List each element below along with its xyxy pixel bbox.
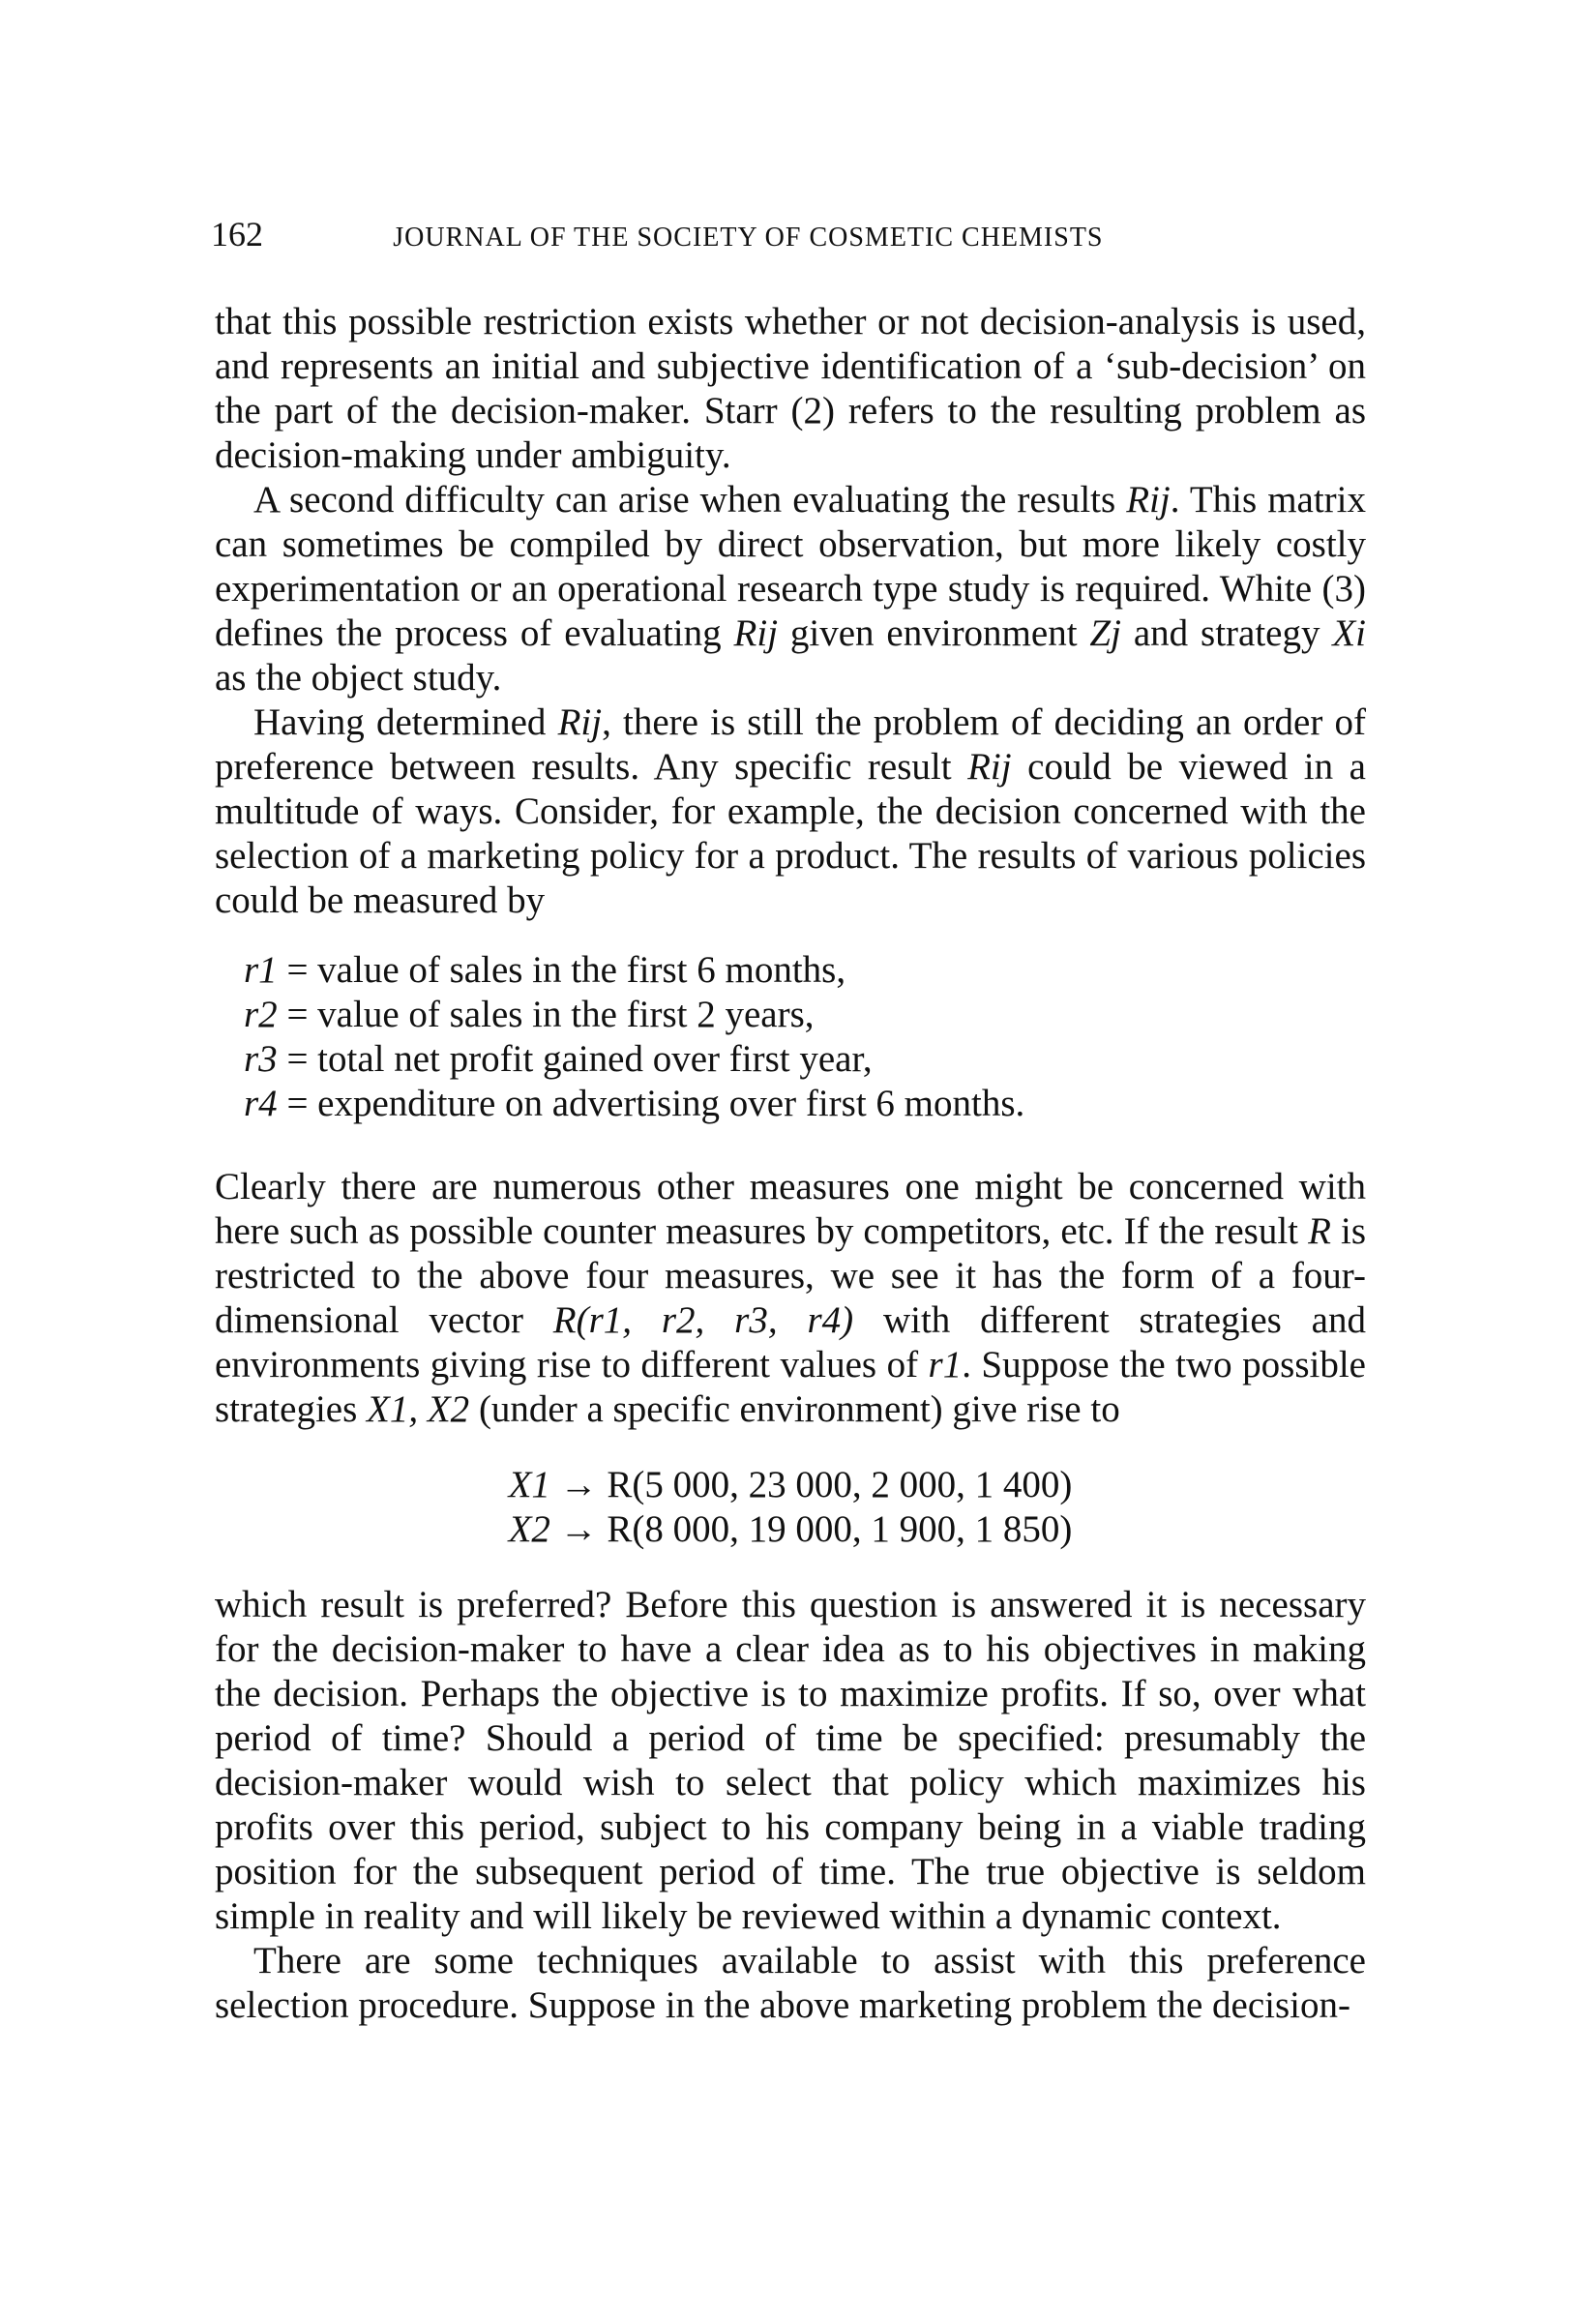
result-x2: X2 → R(8 000, 19 000, 1 900, 1 850) (508, 1508, 1073, 1550)
definition-r3: r3 = total net profit gained over first year, (244, 1038, 873, 1080)
running-header (211, 215, 1372, 257)
definition-r2: r2 = value of sales in the first 2 years, (244, 994, 815, 1035)
paragraph-1: that this possible restriction exists whether or not decision-analysis is used, and represents an initial and subjective identification of a ‘sub-decision’ on the part of the decision-maker. Starr (2) refers to the resulting problem as decision-making under ambiguity. (215, 301, 1366, 476)
paragraph-5: which result is preferred? Before this question is answered it is necessary for the decision-maker to have a clear idea as to his objectives in making the decision. Perhaps the objective is to maximize profits. If so, over what period of time? Should a period of time be specified: presumably the decision-maker would wish to select that policy which maximizes his profits over this period, subject to his company being in a viable trading position for the subsequent period of time. The true objective is seldom simple in reality and will likely be reviewed within a dynamic context. (215, 1584, 1366, 1937)
strategy-results (215, 1463, 1366, 1552)
math-vector: R(r1, r2, r3, r4) (552, 1299, 854, 1341)
page-number: 162 (211, 215, 263, 253)
math-z-j: Zj (1089, 612, 1121, 654)
journal-title: JOURNAL OF THE SOCIETY OF COSMETIC CHEMISTS (393, 223, 1104, 253)
math-r: R (1308, 1210, 1331, 1252)
paragraph-2: A second difficulty can arise when evaluating the results Rij. This matrix can sometimes be compiled by direct observation, but more likely costly experimentation or an operational research type study is required. White (3) defines the process of evaluating Rij given environment Zj and strategy Xi as the object study. (215, 479, 1367, 699)
math-r-ij-3: Rij (557, 701, 603, 743)
math-r-ij-4: Rij (967, 746, 1012, 788)
article-body (215, 300, 1366, 2028)
result-x1: X1 → R(5 000, 23 000, 2 000, 1 400) (508, 1464, 1073, 1505)
math-x-i: Xi (1332, 612, 1367, 654)
math-r-ij-2: Rij (733, 612, 779, 654)
measure-definitions (244, 948, 1366, 1126)
math-r-ij: Rij (1126, 479, 1171, 521)
paragraph-3: Having determined Rij, there is still the problem of deciding an order of preference between results. Any specific result Rij could be viewed in a multitude of ways. Consider, for example, the decision concerned with the selection of a marketing policy for a product. The results of various policies could be measured by (215, 701, 1366, 921)
definition-r1: r1 = value of sales in the first 6 months, (244, 949, 846, 991)
paragraph-6: There are some techniques available to assist with this preference selection procedure. Suppose in the above marketing problem the decision- (215, 1940, 1366, 2026)
definition-r4: r4 = expenditure on advertising over first 6 months. (244, 1083, 1025, 1124)
paragraph-4: Clearly there are numerous other measures one might be concerned with here such as possible counter measures by competitors, etc. If the result R is restricted to the above four measures, we see it has the form of a four-dimensional vector R(r1, r2, r3, r4) with different strategies and environments giving rise to different values of r1. Suppose the two possible strategies X1, X2 (under a specific environment) give rise to (215, 1166, 1366, 1430)
math-strategies: X1, X2 (367, 1388, 470, 1430)
math-r1: r1 (928, 1344, 963, 1385)
